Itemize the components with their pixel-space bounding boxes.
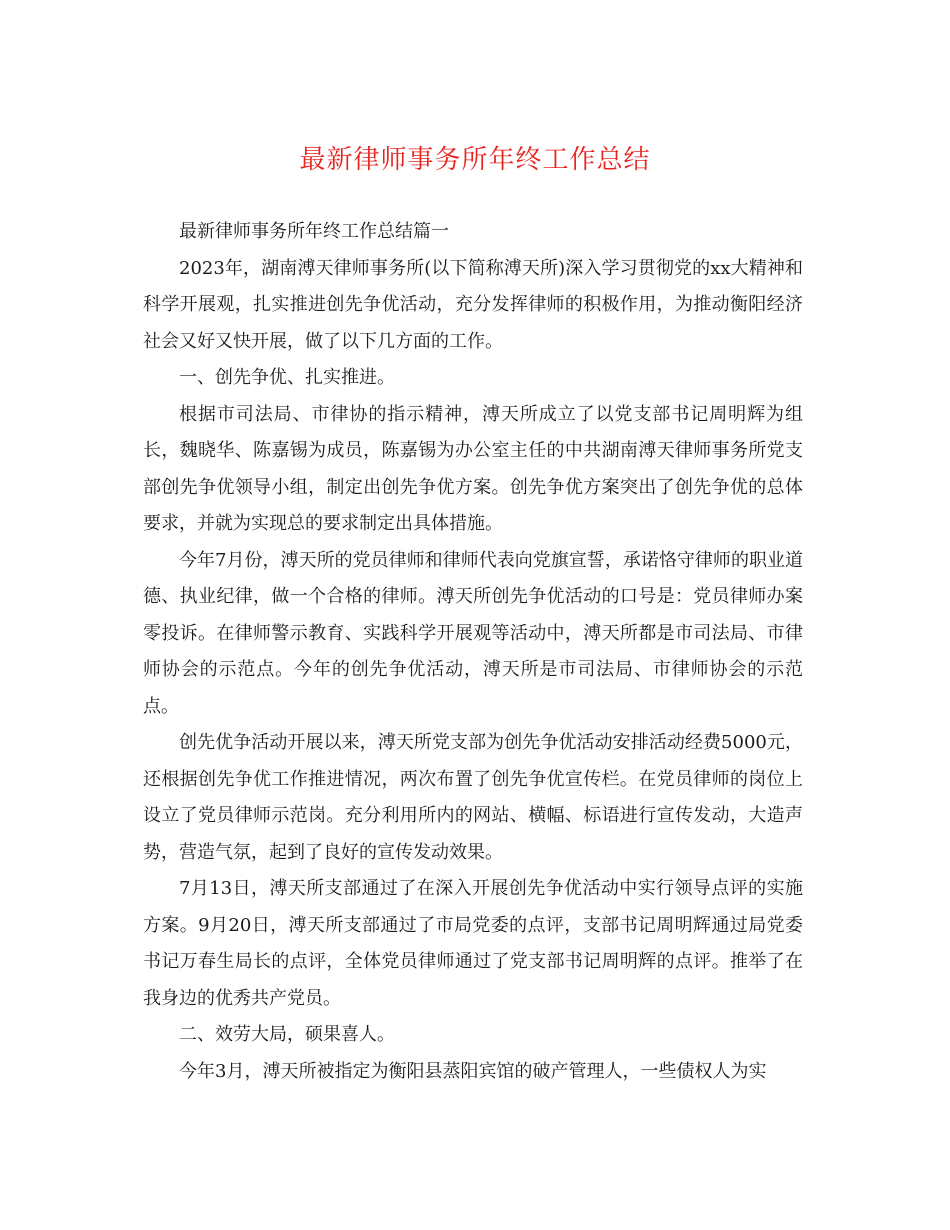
paragraph: 2023年，湖南溥天律师事务所(以下简称溥天所)深入学习贯彻党的xx大精神和科学开展观，扎实推进创先争优活动，充分发挥律师的积极作用，为推动衡阳经济社会又好又快开展，做了以下几方面的工作。 <box>143 257 803 352</box>
paragraph: 今年3月，溥天所被指定为衡阳县蒸阳宾馆的破产管理人，一些债权人为实 <box>179 1060 767 1082</box>
section-heading: 二、效劳大局，硕果喜人。 <box>179 1024 395 1045</box>
document-title: 最新律师事务所年终工作总结 <box>299 145 651 175</box>
paragraph: 创先优争活动开展以来，溥天所党支部为创先争优活动安排活动经费5000元，还根据创先争优工作推进情况，两次布置了创先争优宣传栏。在党员律师的岗位上设立了党员律师示范岗。充分利用所内的网站、横幅、标语进行宣传发动，大造声势，营造气氛，起到了良好的宣传发动效果。 <box>143 732 803 863</box>
paragraph: 7月13日，溥天所支部通过了在深入开展创先争优活动中实行领导点评的实施方案。9月20日，溥天所支部通过了市局党委的点评，支部书记周明辉通过局党委书记万春生局长的点评，全体党员律师通过了党支部书记周明辉的点评。推举了在我身边的优秀共产党员。 <box>143 878 803 1009</box>
paragraph: 今年7月份，溥天所的党员律师和律师代表向党旗宣誓，承诺恪守律师的职业道德、执业纪律，做一个合格的律师。溥天所创先争优活动的口号是：党员律师办案零投诉。在律师警示教育、实践科学开展观等活动中，溥天所都是市司法局、市律师协会的示范点。今年的创先争优活动，溥天所是市司法局、市律师协会的示范点。 <box>143 549 803 717</box>
paragraph: 根据市司法局、市律协的指示精神，溥天所成立了以党支部书记周明辉为组长，魏晓华、陈嘉锡为成员，陈嘉锡为办公室主任的中共湖南溥天律师事务所党支部创先争优领导小组，制定出创先争优方案。创先争优方案突出了创先争优的总体要求，并就为实现总的要求制定出具体措施。 <box>143 403 803 534</box>
section-heading: 一、创先争优、扎实推进。 <box>179 367 395 388</box>
document-body <box>143 214 803 1090</box>
section-heading-part-one: 最新律师事务所年终工作总结篇一 <box>179 221 449 242</box>
